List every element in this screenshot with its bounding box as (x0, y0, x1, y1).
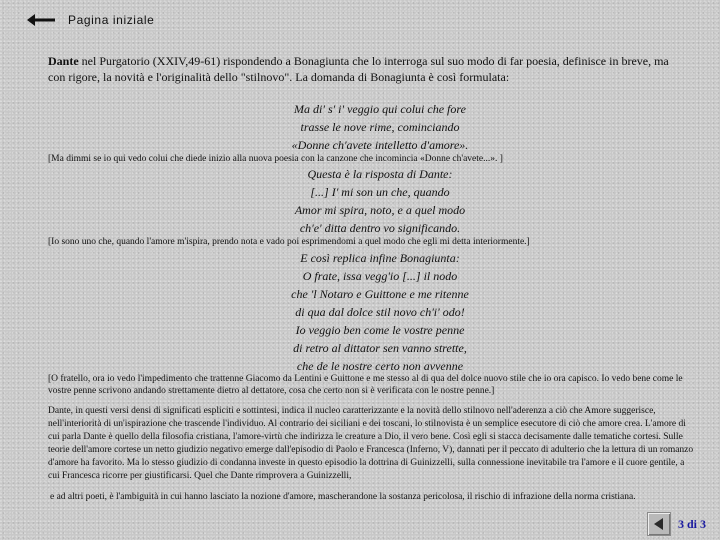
poem-line: Questa è la risposta di Dante: (307, 167, 453, 181)
home-link-label[interactable]: Pagina iniziale (68, 13, 155, 27)
intro-author: Dante (48, 54, 79, 68)
poem-line: che 'l Notaro e Guittone e me ritenne (291, 287, 469, 301)
poem-quote-1 (220, 100, 540, 154)
poem-line: trasse le nove rime, cominciando (300, 120, 460, 134)
home-link[interactable] (26, 10, 154, 30)
previous-page-button[interactable] (647, 512, 671, 536)
commentary-paragraph-continued: e ad altri poeti, è l'ambiguità in cui hanno lasciato la nozione d'amore, mascherandone la sostanza pericolosa, il rischio di infrazione della norma cristiana. (50, 492, 636, 502)
poem-line: Ma di' s' i' veggio qui colui che fore (294, 102, 466, 116)
intro-paragraph (48, 53, 688, 85)
intro-text: nel Purgatorio (XXIV,49-61) rispondendo a Bonagiunta che lo interroga sul suo modo di far poesia, definisce in breve, ma con rigore, la novità e l'originalità dello "stilnovo". La domanda di Bonagiunta è così formulata: (48, 54, 669, 84)
prose-translation-1: [Ma dimmi se io qui vedo colui che diede inizio alla nuova poesia con la canzone che incomincia «Donne ch'avete...». ] (48, 154, 503, 164)
poem-quote-3 (220, 249, 540, 375)
poem-line: che de le nostre certo non avvenne (296, 359, 464, 373)
poem-line: di retro al dittator sen vanno strette, (293, 341, 467, 355)
back-arrow-icon[interactable] (26, 10, 56, 30)
prose-translation-3: [O fratello, ora io vedo l'impedimento che trattenne Giacomo da Lentini e Guittone e me stesso al di qua del dolce nuovo stile che io ora capisco. Io vedo bene come le vostre penne scrivono andando strettamente dietro al dettatore, cosa che certo non si è verificata con le nostre penne.] (48, 374, 683, 396)
poem-line: ch'e' ditta dentro vo significando. (299, 221, 461, 235)
poem-line: Amor mi spira, noto, e a quel modo (294, 203, 466, 217)
poem-line: E così replica infine Bonagiunta: (300, 251, 460, 265)
page-indicator: 3 di 3 (677, 516, 706, 531)
page-navigation (647, 512, 706, 536)
poem-line: Io veggio ben come le vostre penne (295, 323, 465, 337)
prose-translation-2: [Io sono uno che, quando l'amore m'ispira, prendo nota e vado poi esprimendomi a quel modo che egli mi detta interiormente.] (48, 237, 530, 247)
poem-line: [...] I' mi son un che, quando (310, 185, 450, 199)
left-arrow-icon (651, 516, 667, 532)
poem-line: di qua dal dolce stil novo ch'i' odo! (295, 305, 465, 319)
poem-line: O frate, issa vegg'io [...] il nodo (302, 269, 458, 283)
commentary-paragraph: Dante, in questi versi densi di significati espliciti e sottintesi, indica il nucleo caratterizzante e la novità dello stilnovo nell'aderenza a ciò che Amore suggerisce, nell'interiorità di un'ispirazione che trascende l'individuo. Al contrario dei siciliani e dei toscani, lo stilnovista è un semplice esecutore di ciò che amore crea. L'amore di cui parla Dante è quello della filosofia cristiana, l'amore-virtù che indirizza le creature a Dio, il vero bene. Così egli si stacca decisamente dalle tematiche cortesi. Sulle teorie dell'amore cortese un netto giudizio negativo emerge dall'episodio di Paolo e Francesca (Inferno, V), dannati per il peccato di adulterio che la lettura di un romanzo d'amore ha favorito. Ma lo stesso giudizio di condanna investe in questo episodio la dottrina di Guinizzelli, sulla connessione inevitabile tra l'amore e il cuore gentile, a cui Francesca ricorre per giustificarsi. Quel che Dante rimprovera a Guinizzelli, (48, 406, 694, 481)
poem-quote-2 (220, 165, 540, 237)
poem-line: «Donne ch'avete intelletto d'amore». (291, 138, 469, 152)
